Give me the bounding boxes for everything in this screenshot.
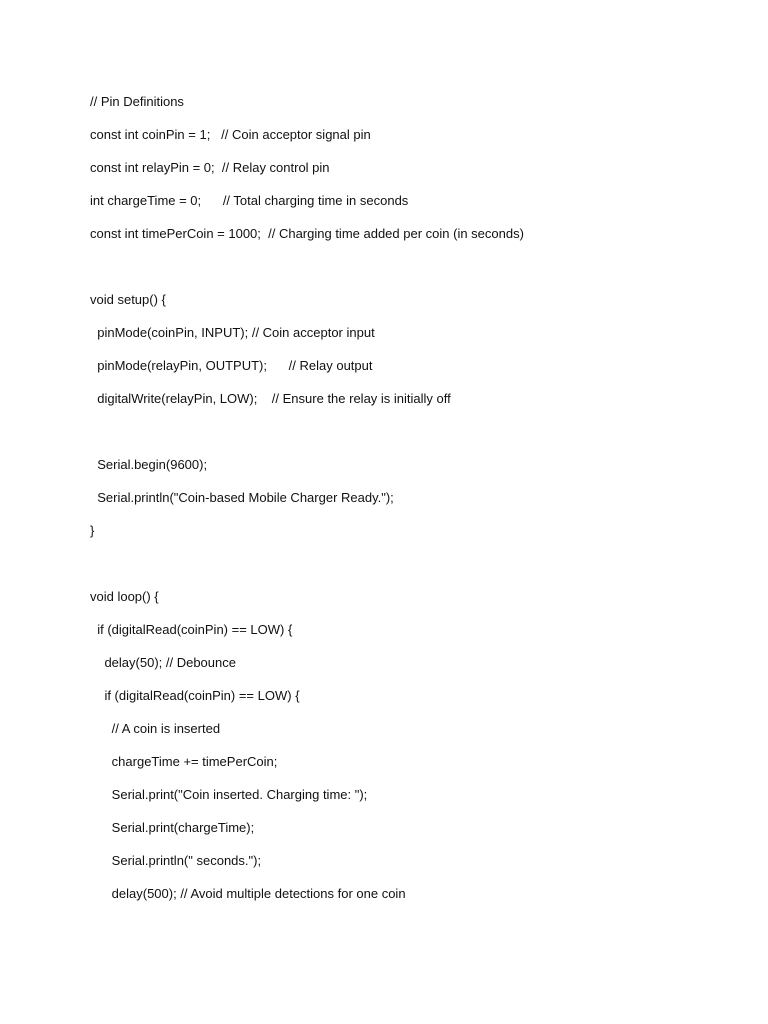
code-line: const int relayPin = 0; // Relay control pin [90,160,330,175]
blank-line [90,423,730,456]
code-line: pinMode(relayPin, OUTPUT); // Relay output [90,358,373,373]
code-line: Serial.println("Coin-based Mobile Charger Ready."); [90,490,394,505]
code-line: pinMode(coinPin, INPUT); // Coin acceptor input [90,325,375,340]
code-line: int chargeTime = 0; // Total charging time in seconds [90,193,409,208]
code-line: delay(50); // Debounce [90,655,236,670]
code-line: Serial.begin(9600); [90,457,208,472]
code-line: Serial.println(" seconds."); [90,853,262,868]
code-line: if (digitalRead(coinPin) == LOW) { [90,622,293,637]
code-line: const int coinPin = 1; // Coin acceptor signal pin [90,127,371,142]
code-line: if (digitalRead(coinPin) == LOW) { [90,688,300,703]
code-line: void loop() { [90,589,159,604]
code-listing [90,93,730,918]
blank-line [90,555,730,588]
code-line: // Pin Definitions [90,94,184,109]
code-line: Serial.print("Coin inserted. Charging time: "); [90,787,368,802]
code-line: delay(500); // Avoid multiple detections for one coin [90,886,406,901]
code-line: chargeTime += timePerCoin; [90,754,278,769]
code-line: Serial.print(chargeTime); [90,820,255,835]
code-line: // A coin is inserted [90,721,221,736]
code-line: void setup() { [90,292,166,307]
code-line: const int timePerCoin = 1000; // Charging time added per coin (in seconds) [90,226,524,241]
code-line: digitalWrite(relayPin, LOW); // Ensure the relay is initially off [90,391,451,406]
code-line: } [90,523,95,538]
blank-line [90,258,730,291]
